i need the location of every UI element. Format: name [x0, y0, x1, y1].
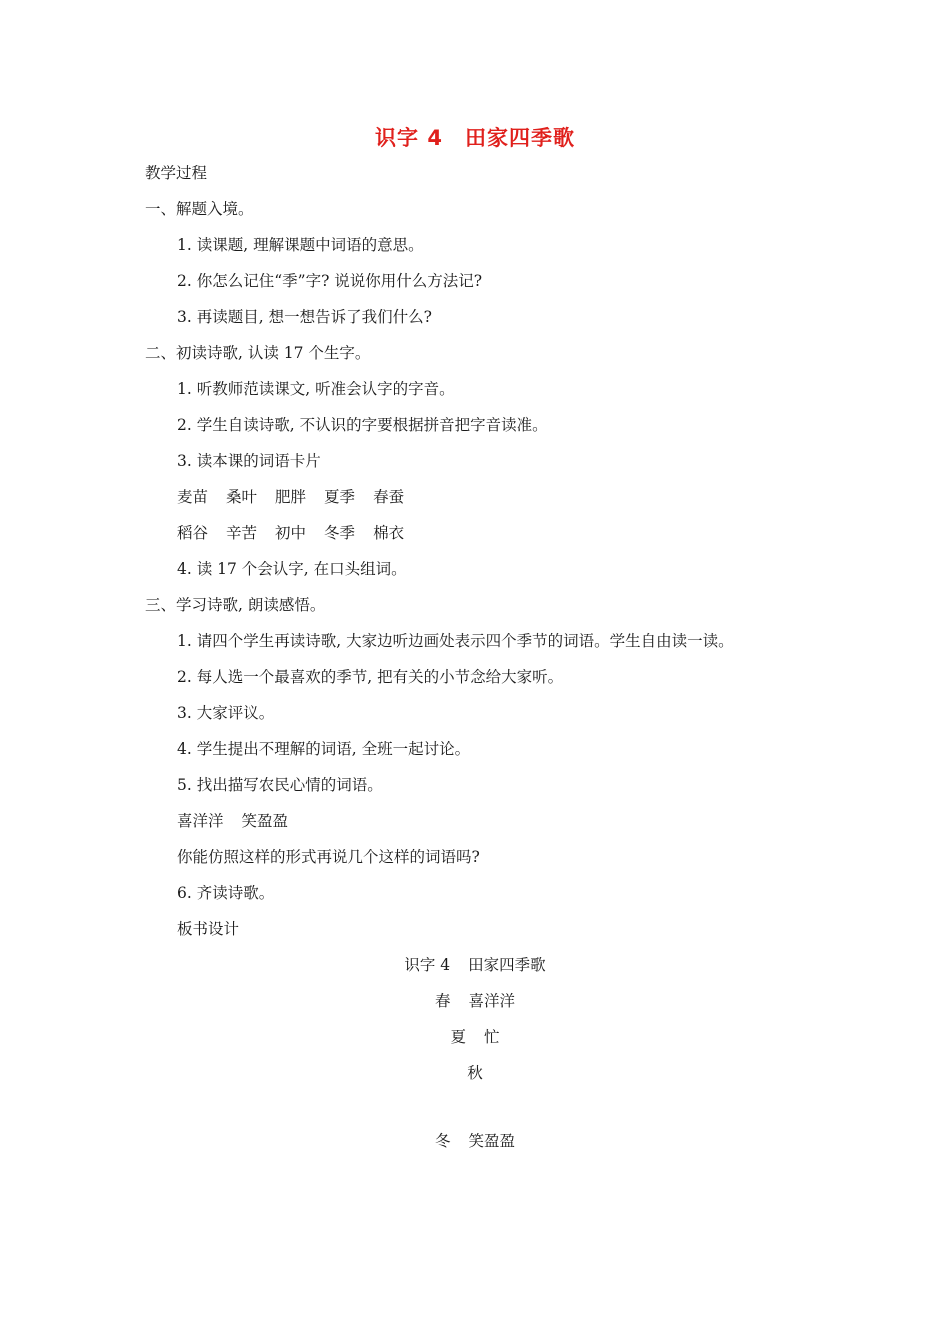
board-season: 冬: [434, 1132, 451, 1150]
part2-item-4: 4. 读 17 个会认字, 在口头组词。: [177, 560, 407, 578]
title-sub: 田家四季歌: [464, 126, 575, 150]
word-card: 桑叶: [226, 488, 258, 506]
part1-item-2: 2. 你怎么记住“季”字? 说说你用什么方法记?: [177, 272, 483, 290]
part3-item-4: 4. 学生提出不理解的词语, 全班一起讨论。: [177, 740, 471, 758]
board-row-summer: [0, 1027, 950, 1047]
board-row-winter: [0, 1131, 950, 1151]
part2-item-2: 2. 学生自读诗歌, 不认识的字要根据拼音把字音读准。: [177, 416, 548, 434]
mood-word: 笑盈盈: [241, 812, 289, 830]
part2-heading: 二、初读诗歌, 认读 17 个生字。: [145, 344, 371, 362]
board-word: 喜洋洋: [468, 992, 516, 1010]
board-word: 笑盈盈: [468, 1132, 516, 1150]
part2-item-3: 3. 读本课的词语卡片: [177, 452, 321, 470]
part1-item-3: 3. 再读题目, 想一想告诉了我们什么?: [177, 308, 432, 326]
word-card: 麦苗: [177, 488, 209, 506]
board-season: 秋: [467, 1064, 483, 1082]
word-card: 稻谷: [177, 524, 209, 542]
word-card: 辛苦: [226, 524, 258, 542]
board-title-sub: 田家四季歌: [468, 956, 546, 974]
board-word: 忙: [484, 1028, 500, 1046]
board-season: 夏: [450, 1028, 466, 1046]
part3-item-2: 2. 每人选一个最喜欢的季节, 把有关的小节念给大家听。: [177, 668, 564, 686]
section-heading-process: 教学过程: [145, 164, 208, 182]
board-title-main: 识字 4: [404, 956, 451, 974]
part1-item-1: 1. 读课题, 理解课题中词语的意思。: [177, 236, 424, 254]
part3-item-6: 6. 齐读诗歌。: [177, 884, 275, 902]
part2-item-1: 1. 听教师范读课文, 听准会认字的字音。: [177, 380, 455, 398]
part3-item-5: 5. 找出描写农民心情的词语。: [177, 776, 383, 794]
word-card: 初中: [275, 524, 307, 542]
page-title: [0, 122, 950, 152]
word-card: 夏季: [324, 488, 356, 506]
word-cards-row-2: [177, 523, 404, 543]
word-card: 冬季: [324, 524, 356, 542]
word-cards-row-1: [177, 487, 404, 507]
part3-item-1: 1. 请四个学生再读诗歌, 大家边听边画处表示四个季节的词语。学生自由读一读。: [177, 632, 734, 650]
title-main: 识字 4: [375, 126, 443, 150]
mood-word: 喜洋洋: [177, 812, 224, 830]
board-title: [0, 955, 950, 975]
word-card: 春蚕: [373, 488, 405, 506]
part3-heading: 三、学习诗歌, 朗读感悟。: [145, 596, 326, 614]
board-row-spring: [0, 991, 950, 1011]
part1-heading: 一、解题入境。: [145, 200, 254, 218]
part3-question: 你能仿照这样的形式再说几个这样的词语吗?: [177, 848, 480, 866]
board-row-autumn: [0, 1063, 950, 1083]
board-season: 春: [434, 992, 451, 1010]
word-card: 棉衣: [373, 524, 405, 542]
word-card: 肥胖: [275, 488, 307, 506]
mood-words: [177, 811, 288, 831]
part3-item-3: 3. 大家评议。: [177, 704, 275, 722]
board-design-label: 板书设计: [177, 920, 240, 938]
